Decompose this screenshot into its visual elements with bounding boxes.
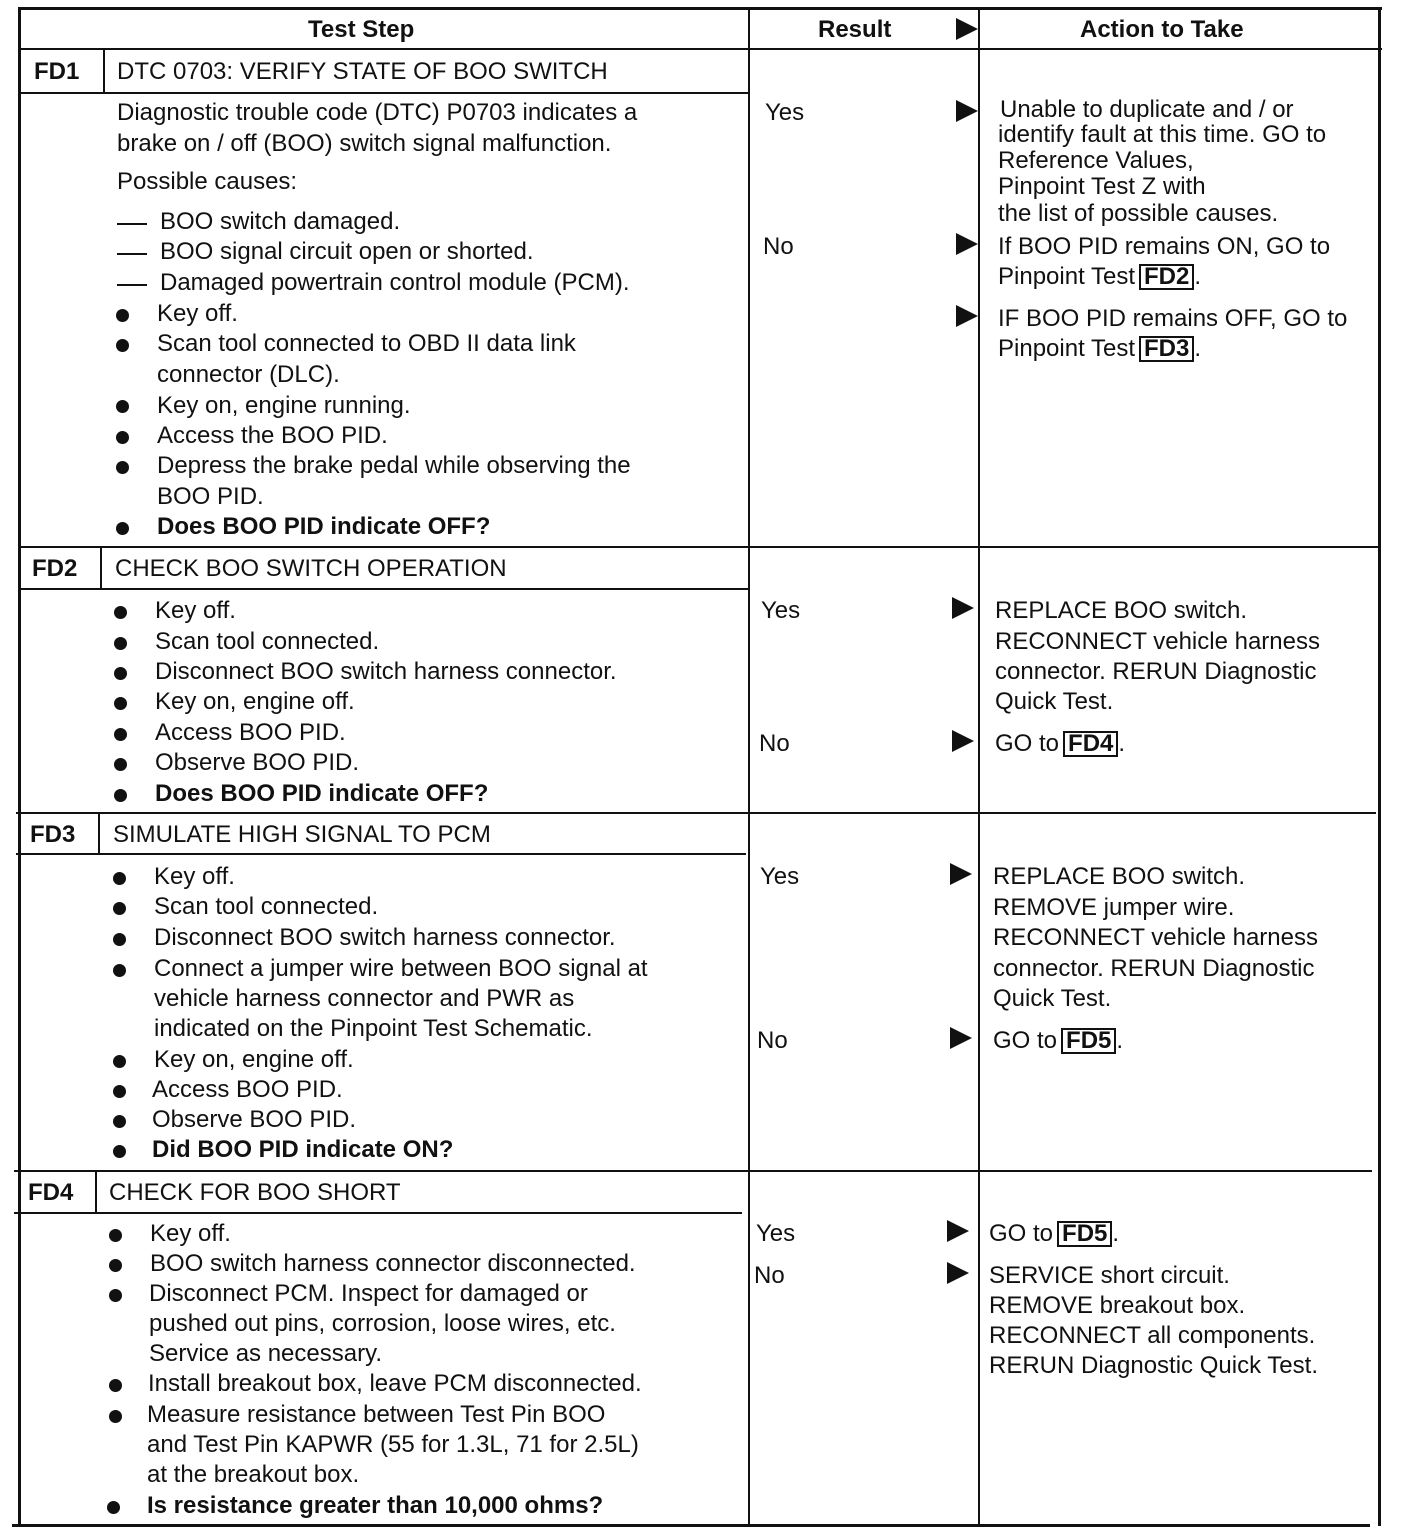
action-line: connector. RERUN Diagnostic: [995, 658, 1317, 685]
bullet-icon: [109, 1259, 122, 1272]
arrow-icon: [952, 730, 974, 752]
bullet-text: and Test Pin KAPWR (55 for 1.3L, 71 for 2.5L): [147, 1431, 639, 1458]
bullet-icon: [113, 933, 126, 946]
action-line: Pinpoint Test Z with: [998, 173, 1206, 200]
row-divider-fd3: [16, 812, 1376, 814]
bullet-icon: [114, 789, 127, 802]
result-yes: Yes: [765, 99, 805, 126]
bullet-text: Key off.: [154, 863, 235, 890]
step-code: FD1: [34, 58, 80, 85]
bullet-icon: [109, 1379, 122, 1392]
bullet-icon: [109, 1289, 122, 1302]
action-line: RECONNECT vehicle harness: [993, 924, 1318, 951]
bullet-text: BOO switch harness connector disconnected.: [150, 1250, 636, 1277]
bullet-icon: [114, 728, 127, 741]
bullet-text: Depress the brake pedal while observing the: [157, 452, 631, 479]
action-line: SERVICE short circuit.: [989, 1262, 1230, 1289]
result-yes: Yes: [760, 863, 800, 890]
bullet-icon: [107, 1501, 120, 1514]
cause-dash-icon: [117, 284, 147, 286]
step-title: CHECK FOR BOO SHORT: [109, 1179, 401, 1206]
fd2-title-underline: [18, 588, 748, 590]
step-title: CHECK BOO SWITCH OPERATION: [115, 555, 507, 582]
bullet-text: Disconnect BOO switch harness connector.: [154, 924, 616, 951]
bullet-text: Scan tool connected to OBD II data link: [157, 330, 576, 357]
bullet-text: BOO PID.: [157, 483, 264, 510]
arrow-icon: [947, 1220, 969, 1242]
step-intro-line: Diagnostic trouble code (DTC) P0703 indicates a: [117, 99, 638, 126]
pinpoint-test-link[interactable]: FD4: [1063, 731, 1118, 757]
action-line: RECONNECT all components.: [989, 1322, 1316, 1349]
header-result: Result: [818, 16, 892, 43]
bullet-text: Key on, engine off.: [154, 1046, 354, 1073]
bullet-question: Is resistance greater than 10,000 ohms?: [147, 1492, 604, 1519]
action-text: GO to: [995, 730, 1060, 757]
pinpoint-test-link[interactable]: FD5: [1061, 1028, 1116, 1054]
bullet-icon: [116, 400, 129, 413]
bullet-text: connector (DLC).: [157, 361, 340, 388]
action-line: connector. RERUN Diagnostic: [993, 955, 1315, 982]
action-text: Pinpoint Test: [998, 263, 1135, 290]
cause-dash-icon: [117, 223, 147, 225]
bullet-icon: [109, 1229, 122, 1242]
bullet-icon: [116, 461, 129, 474]
fd3-title-underline: [16, 853, 746, 855]
row-divider-fd4: [14, 1170, 1372, 1172]
action-line: GO to FD5 .: [993, 1027, 1124, 1054]
bullet-text: Install breakout box, leave PCM disconnected.: [148, 1370, 642, 1397]
cause-item: BOO signal circuit open or shorted.: [160, 238, 534, 265]
step-intro-line: brake on / off (BOO) switch signal malfunction.: [117, 130, 612, 157]
bullet-icon: [113, 1085, 126, 1098]
action-line: REMOVE breakout box.: [989, 1292, 1246, 1319]
bullet-icon: [113, 1115, 126, 1128]
bullet-text: Access BOO PID.: [152, 1076, 343, 1103]
action-line: RECONNECT vehicle harness: [995, 628, 1320, 655]
bullet-text: Disconnect BOO switch harness connector.: [155, 658, 617, 685]
step-code: FD4: [28, 1179, 74, 1206]
result-yes: Yes: [761, 597, 801, 624]
bullet-text: Observe BOO PID.: [152, 1106, 357, 1133]
arrow-icon: [956, 305, 978, 327]
bullet-text: pushed out pins, corrosion, loose wires, etc.: [149, 1310, 616, 1337]
bullet-icon: [113, 1145, 126, 1158]
bullet-text: Scan tool connected.: [155, 628, 380, 655]
bullet-text: at the breakout box.: [147, 1461, 360, 1488]
bullet-question: Does BOO PID indicate OFF?: [157, 513, 491, 540]
result-no: No: [754, 1262, 785, 1289]
bullet-text: Connect a jumper wire between BOO signal at: [154, 955, 648, 982]
arrow-icon: [956, 233, 978, 255]
header-test-step: Test Step: [308, 16, 415, 43]
result-no: No: [757, 1027, 788, 1054]
fd1-code-divider: [103, 50, 105, 93]
bullet-icon: [113, 1055, 126, 1068]
bullet-icon: [114, 697, 127, 710]
result-no: No: [763, 233, 794, 260]
bullet-text: Service as necessary.: [149, 1340, 382, 1367]
bullet-icon: [113, 872, 126, 885]
action-line: GO to FD4 .: [995, 730, 1126, 757]
action-line: GO to FD5 .: [989, 1220, 1120, 1247]
result-no: No: [759, 730, 790, 757]
action-line: identify fault at this time. GO to: [998, 121, 1327, 148]
action-line: REPLACE BOO switch.: [993, 863, 1246, 890]
bullet-text: Key on, engine off.: [155, 688, 355, 715]
action-column-left-border: [978, 7, 980, 1526]
bullet-icon: [116, 431, 129, 444]
bullet-icon: [116, 309, 129, 322]
header-action: Action to Take: [1080, 16, 1244, 43]
fd3-code-divider: [98, 814, 100, 854]
arrow-icon: [947, 1262, 969, 1284]
fd4-code-divider: [95, 1172, 97, 1213]
table-bottom-border: [12, 1524, 1370, 1527]
step-title: DTC 0703: VERIFY STATE OF BOO SWITCH: [117, 58, 608, 85]
action-line: IF BOO PID remains OFF, GO to: [998, 305, 1348, 332]
table-left-border: [18, 7, 21, 1526]
bullet-icon: [109, 1410, 122, 1423]
header-bottom-border: [20, 48, 1382, 50]
header-arrow-icon: [956, 18, 978, 40]
bullet-icon: [114, 667, 127, 680]
bullet-icon: [114, 637, 127, 650]
fd2-code-divider: [100, 548, 102, 589]
action-line: RERUN Diagnostic Quick Test.: [989, 1352, 1318, 1379]
arrow-icon: [950, 1027, 972, 1049]
action-line: Reference Values,: [998, 147, 1194, 174]
bullet-text: indicated on the Pinpoint Test Schematic.: [154, 1015, 593, 1042]
table-right-border: [1378, 7, 1381, 1526]
row-divider-fd2: [18, 546, 1378, 548]
fd1-title-underline: [20, 92, 750, 94]
bullet-icon: [116, 339, 129, 352]
cause-dash-icon: [117, 253, 147, 255]
fd4-title-underline: [14, 1212, 742, 1214]
bullet-text: Key off.: [150, 1220, 231, 1247]
arrow-icon: [956, 100, 978, 122]
bullet-text: Key on, engine running.: [157, 392, 411, 419]
table-top-border: [20, 7, 1382, 10]
bullet-text: Measure resistance between Test Pin BOO: [147, 1401, 606, 1428]
arrow-icon: [952, 597, 974, 619]
result-column-left-border: [748, 7, 750, 1526]
bullet-icon: [114, 758, 127, 771]
action-line: the list of possible causes.: [998, 200, 1279, 227]
bullet-icon: [116, 522, 129, 535]
bullet-text: Access BOO PID.: [155, 719, 346, 746]
action-line: Quick Test.: [995, 688, 1114, 715]
bullet-text: Access the BOO PID.: [157, 422, 388, 449]
action-line: Unable to duplicate and / or: [1000, 96, 1294, 123]
action-line: REMOVE jumper wire.: [993, 894, 1235, 921]
action-line: If BOO PID remains ON, GO to: [998, 233, 1331, 260]
bullet-icon: [113, 964, 126, 977]
step-code: FD2: [32, 555, 78, 582]
bullet-text: Scan tool connected.: [154, 893, 379, 920]
bullet-text: Key off.: [157, 300, 238, 327]
bullet-icon: [114, 606, 127, 619]
action-line: Pinpoint Test FD3 .: [998, 335, 1201, 362]
bullet-question: Did BOO PID indicate ON?: [152, 1136, 454, 1163]
action-text: GO to: [989, 1220, 1054, 1247]
possible-causes-label: Possible causes:: [117, 168, 298, 195]
pinpoint-test-link[interactable]: FD5: [1057, 1221, 1112, 1247]
cause-item: Damaged powertrain control module (PCM).: [160, 269, 630, 296]
pinpoint-test-link[interactable]: FD2: [1139, 264, 1194, 290]
arrow-icon: [950, 863, 972, 885]
pinpoint-test-link[interactable]: FD3: [1139, 336, 1194, 362]
action-text: Pinpoint Test: [998, 335, 1135, 362]
bullet-text: Key off.: [155, 597, 236, 624]
result-yes: Yes: [756, 1220, 796, 1247]
bullet-text: Disconnect PCM. Inspect for damaged or: [149, 1280, 588, 1307]
action-line: Pinpoint Test FD2 .: [998, 263, 1201, 290]
action-line: Quick Test.: [993, 985, 1112, 1012]
step-code: FD3: [30, 821, 76, 848]
action-line: REPLACE BOO switch.: [995, 597, 1248, 624]
bullet-icon: [113, 902, 126, 915]
cause-item: BOO switch damaged.: [160, 208, 401, 235]
bullet-text: Observe BOO PID.: [155, 749, 360, 776]
step-title: SIMULATE HIGH SIGNAL TO PCM: [113, 821, 491, 848]
action-text: GO to: [993, 1027, 1058, 1054]
bullet-text: vehicle harness connector and PWR as: [154, 985, 575, 1012]
bullet-question: Does BOO PID indicate OFF?: [155, 780, 489, 807]
